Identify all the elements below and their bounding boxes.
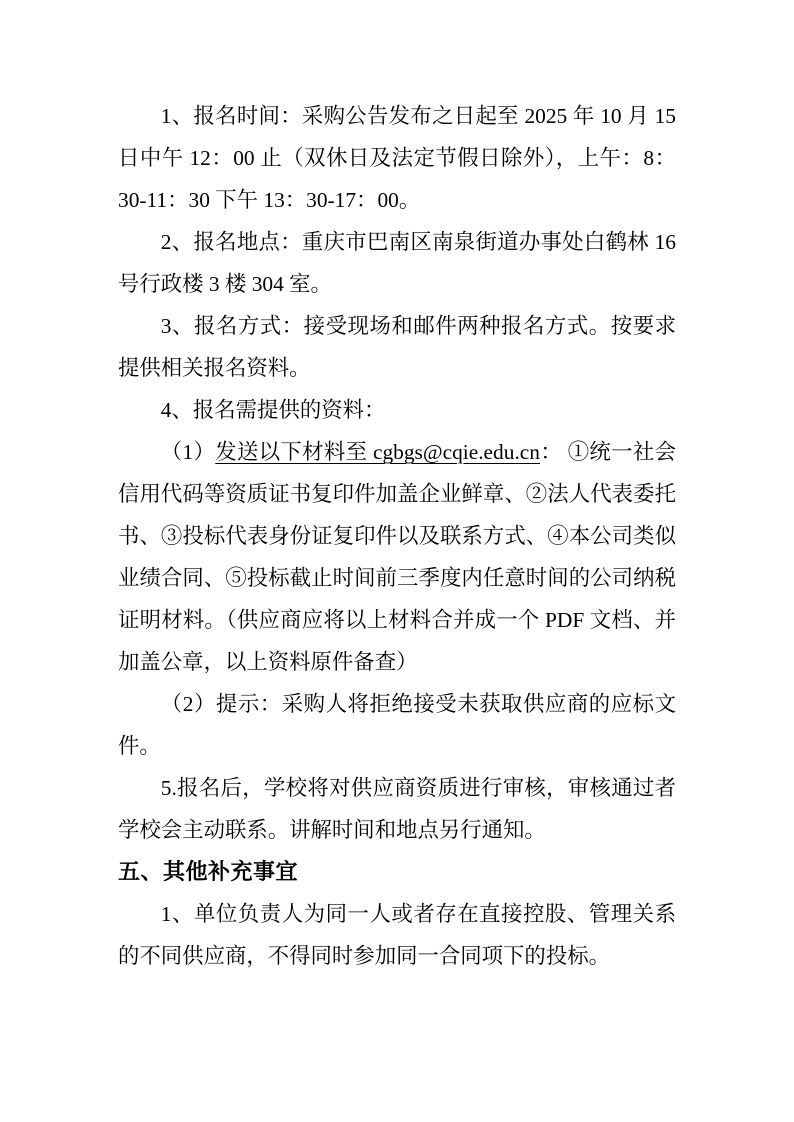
para-registration-method [118, 305, 676, 389]
text-segment: ： ①统一社会信用代码等资质证书复印件加盖企业鲜章、②法人代表委托书、③投标代表身份证复印件以及联系方式、④本公司类似业绩合同、⑤投标截止时间前三季度内任意时间的公司纳税证明材料。（供应商应将以上材料合并成一个 PDF 文档、并加盖公章，以上资料原件备查） [118, 440, 676, 674]
document-content [118, 95, 676, 977]
text-segment: 4、报名需提供的资料： [160, 398, 386, 422]
para-qualification-review [118, 767, 676, 851]
email-instruction-underlined: 发送以下材料至 cgbgs@cqie.edu.cn [215, 440, 540, 464]
text-segment: 1、单位负责人为同一人或者存在直接控股、管理关系的不同供应商，不得同时参加同一合同项下的投标。 [118, 902, 676, 968]
para-registration-place [118, 221, 676, 305]
text-segment: 5.报名后，学校将对供应商资质进行审核，审核通过者学校会主动联系。讲解时间和地点另行通知。 [118, 776, 676, 842]
para-reminder [118, 683, 676, 767]
para-registration-time [118, 95, 676, 221]
text-segment: 五、其他补充事宜 [118, 859, 299, 884]
text-segment: （2）提示：采购人将拒绝接受未获取供应商的应标文件。 [118, 692, 676, 758]
heading-other-matters [118, 851, 676, 893]
text-segment: 2、报名地点：重庆市巴南区南泉街道办事处白鹤林 16 号行政楼 3 楼 304 室。 [118, 230, 676, 296]
para-material-details [118, 431, 676, 683]
text-segment: （1） [160, 440, 216, 464]
text-segment: 1、报名时间：采购公告发布之日起至 2025 年 10 月 15 日中午 12：00 止（双休日及法定节假日除外），上午：8：30-11：30 下午 13：30-17：00。 [118, 104, 676, 212]
para-same-controller-rule [118, 893, 676, 977]
para-required-materials [118, 389, 676, 431]
text-segment: 3、报名方式：接受现场和邮件两种报名方式。按要求提供相关报名资料。 [118, 314, 676, 380]
